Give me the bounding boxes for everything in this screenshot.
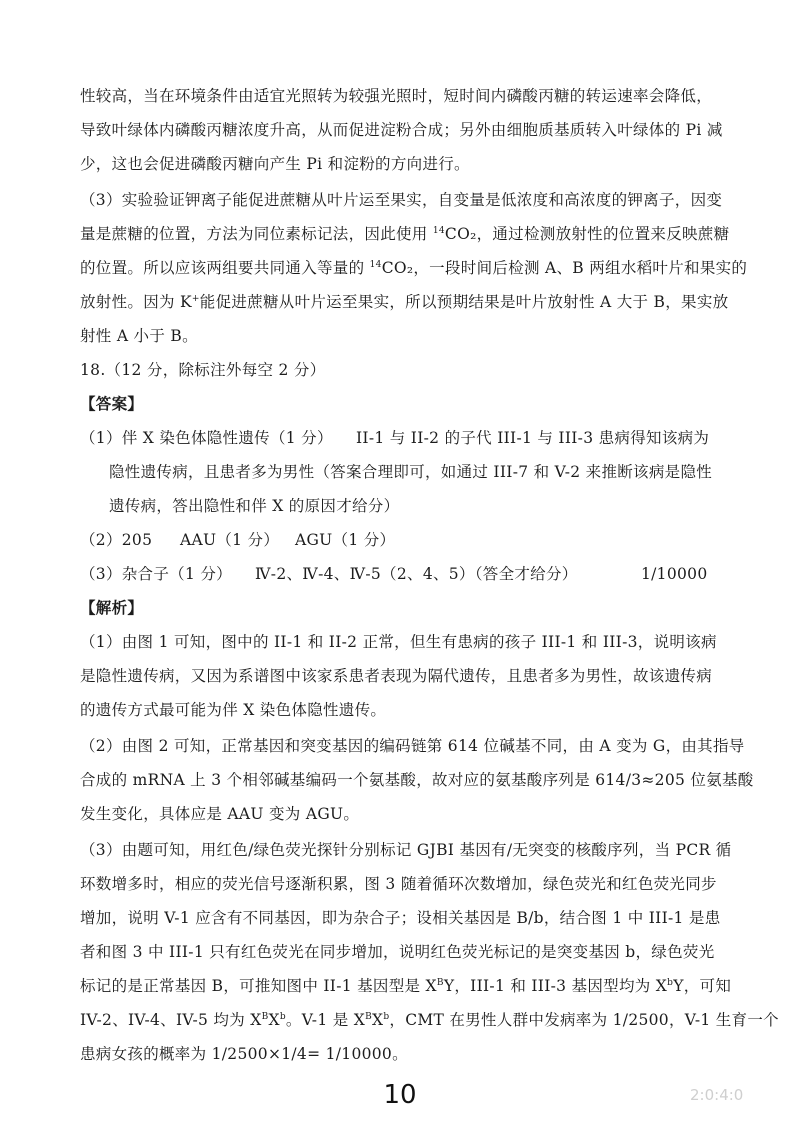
answer-part: 1/10000 [641,565,708,583]
text-segment: 放射性。因为 K [80,293,192,311]
text-segment: Y，可知 [673,977,732,995]
superscript: B [365,1012,372,1022]
text-line: 性较高，当在环境条件由适宜光照转为较强光照时，短时间内磷酸丙糖的转运速率会降低， [80,87,713,105]
text-line: 合成的 mRNA 上 3 个相邻碱基编码一个氨基酸，故对应的氨基酸序列是 614/3≈205 位氨基酸 [80,771,754,789]
superscript: B [436,978,444,988]
text-line: 少，这也会促进磷酸丙糖向产生 Pi 和淀粉的方向进行。 [80,155,470,173]
superscript: b [279,1012,286,1022]
text-line: 的遗传方式最可能为伴 X 染色体隐性遗传。 [80,701,387,719]
text-line: （1）由图 1 可知，图中的 II-1 和 II-2 正常，但生有患病的孩子 III-1 和 III-3，说明该病 [80,633,717,651]
text-line: 患病女孩的概率为 1/2500×1/4= 1/10000。 [80,1045,408,1063]
answer-part: （1）伴 X 染色体隐性遗传（1 分） [80,429,333,447]
text-line: 射性 A 小于 B。 [80,327,198,345]
text-line: 发生变化，具体应是 AAU 变为 AGU。 [80,805,360,823]
answer-part: Ⅳ-2、Ⅳ-4、Ⅳ-5（2、4、5）（答全才给分） [255,565,578,583]
question-header: 18.（12 分，除标注外每空 2 分） [80,361,326,379]
text-segment: 能促进蔗糖从叶片运至果实，所以预期结果是叶片放射性 A 大于 B，果实放 [199,293,729,311]
text-segment: CO₂，一段时间后检测 A、B 两组水稻叶片和果实的 [381,259,748,277]
text-line: 是隐性遗传病，又因为系谱图中该家系患者表现为隔代遗传，且患者多为男性，故该遗传病 [80,667,713,685]
text-line: 环数增多时，相应的荧光信号逐渐积累，图 3 随着循环次数增加，绿色荧光和红色荧光同步 [80,875,717,893]
text-segment: X [372,1011,384,1029]
text-segment: 标记的是正常基因 B，可推知图中 II-1 基因型是 X [80,977,437,995]
text-segment: Y，III-1 和 III-3 基因型均为 X [443,977,668,995]
text-line [80,976,730,996]
text-segment: ，CMT 在男性人群中发病率为 1/2500，V-1 生育一个 [389,1011,779,1029]
text-line: 隐性遗传病，且患者多为男性（答案合理即可，如通过 III-7 和 V-2 来推断该病是隐性 [109,463,713,481]
text-line: （2）由图 2 可知，正常基因和突变基因的编码链第 614 位碱基不同，由 A 变为 G，由其指导 [80,737,745,755]
answer-part: （3）杂合子（1 分） [80,565,232,583]
text-segment: CO₂，通过检测放射性的位置来反映蔗糖 [444,225,730,243]
superscript: b [667,978,674,988]
answer-part: II-1 与 II-2 的子代 III-1 与 III-3 患病得知该病为 [356,429,710,447]
answer-heading: 【答案】 [80,394,144,413]
superscript: 14 [369,260,382,270]
text-line: （3）由题可知，用红色/绿色荧光探针分别标记 GJBI 基因有/无突变的核酸序列，当 PCR 循 [80,841,732,859]
page-number: 10 [383,1080,417,1110]
text-segment: 。V-1 是 X [285,1011,366,1029]
analysis-heading: 【解析】 [80,598,144,617]
text-line [80,224,730,244]
text-line [80,258,748,278]
text-segment: IV-2、IV-4、IV-5 均为 X [80,1011,262,1029]
superscript: b [383,1012,390,1022]
text-line: 导致叶绿体内磷酸丙糖浓度升高，从而促进淀粉合成；另外由细胞质基质转入叶绿体的 Pi 减 [80,121,723,139]
text-line [80,1010,779,1030]
text-line [80,292,730,312]
superscript: B [261,1012,269,1022]
text-segment: 的位置。所以应该两组要共同通入等量的 [80,259,370,277]
watermark: 2:0:4:0 [690,1086,744,1104]
answer-part: （2）205 [80,531,153,549]
text-line: 遗传病，答出隐性和伴 X 的原因才给分） [109,497,400,515]
text-line: 者和图 3 中 III-1 只有红色荧光在同步增加，说明红色荧光标记的是突变基因 b，绿色荧光 [80,943,715,961]
text-segment: X [268,1011,280,1029]
text-line: （3）实验验证钾离子能促进蔗糖从叶片运至果实，自变量是低浓度和高浓度的钾离子，因变 [80,191,723,209]
answer-part: AGU（1 分） [295,531,396,549]
superscript: 14 [432,226,445,236]
superscript: + [191,294,200,304]
text-segment: 量是蔗糖的位置，方法为同位素标记法，因此使用 [80,225,433,243]
text-line: 增加，说明 V-1 应含有不同基因，即为杂合子；设相关基因是 B/b，结合图 1 中 III-1 是患 [80,909,721,927]
answer-part: AAU（1 分） [180,531,280,549]
